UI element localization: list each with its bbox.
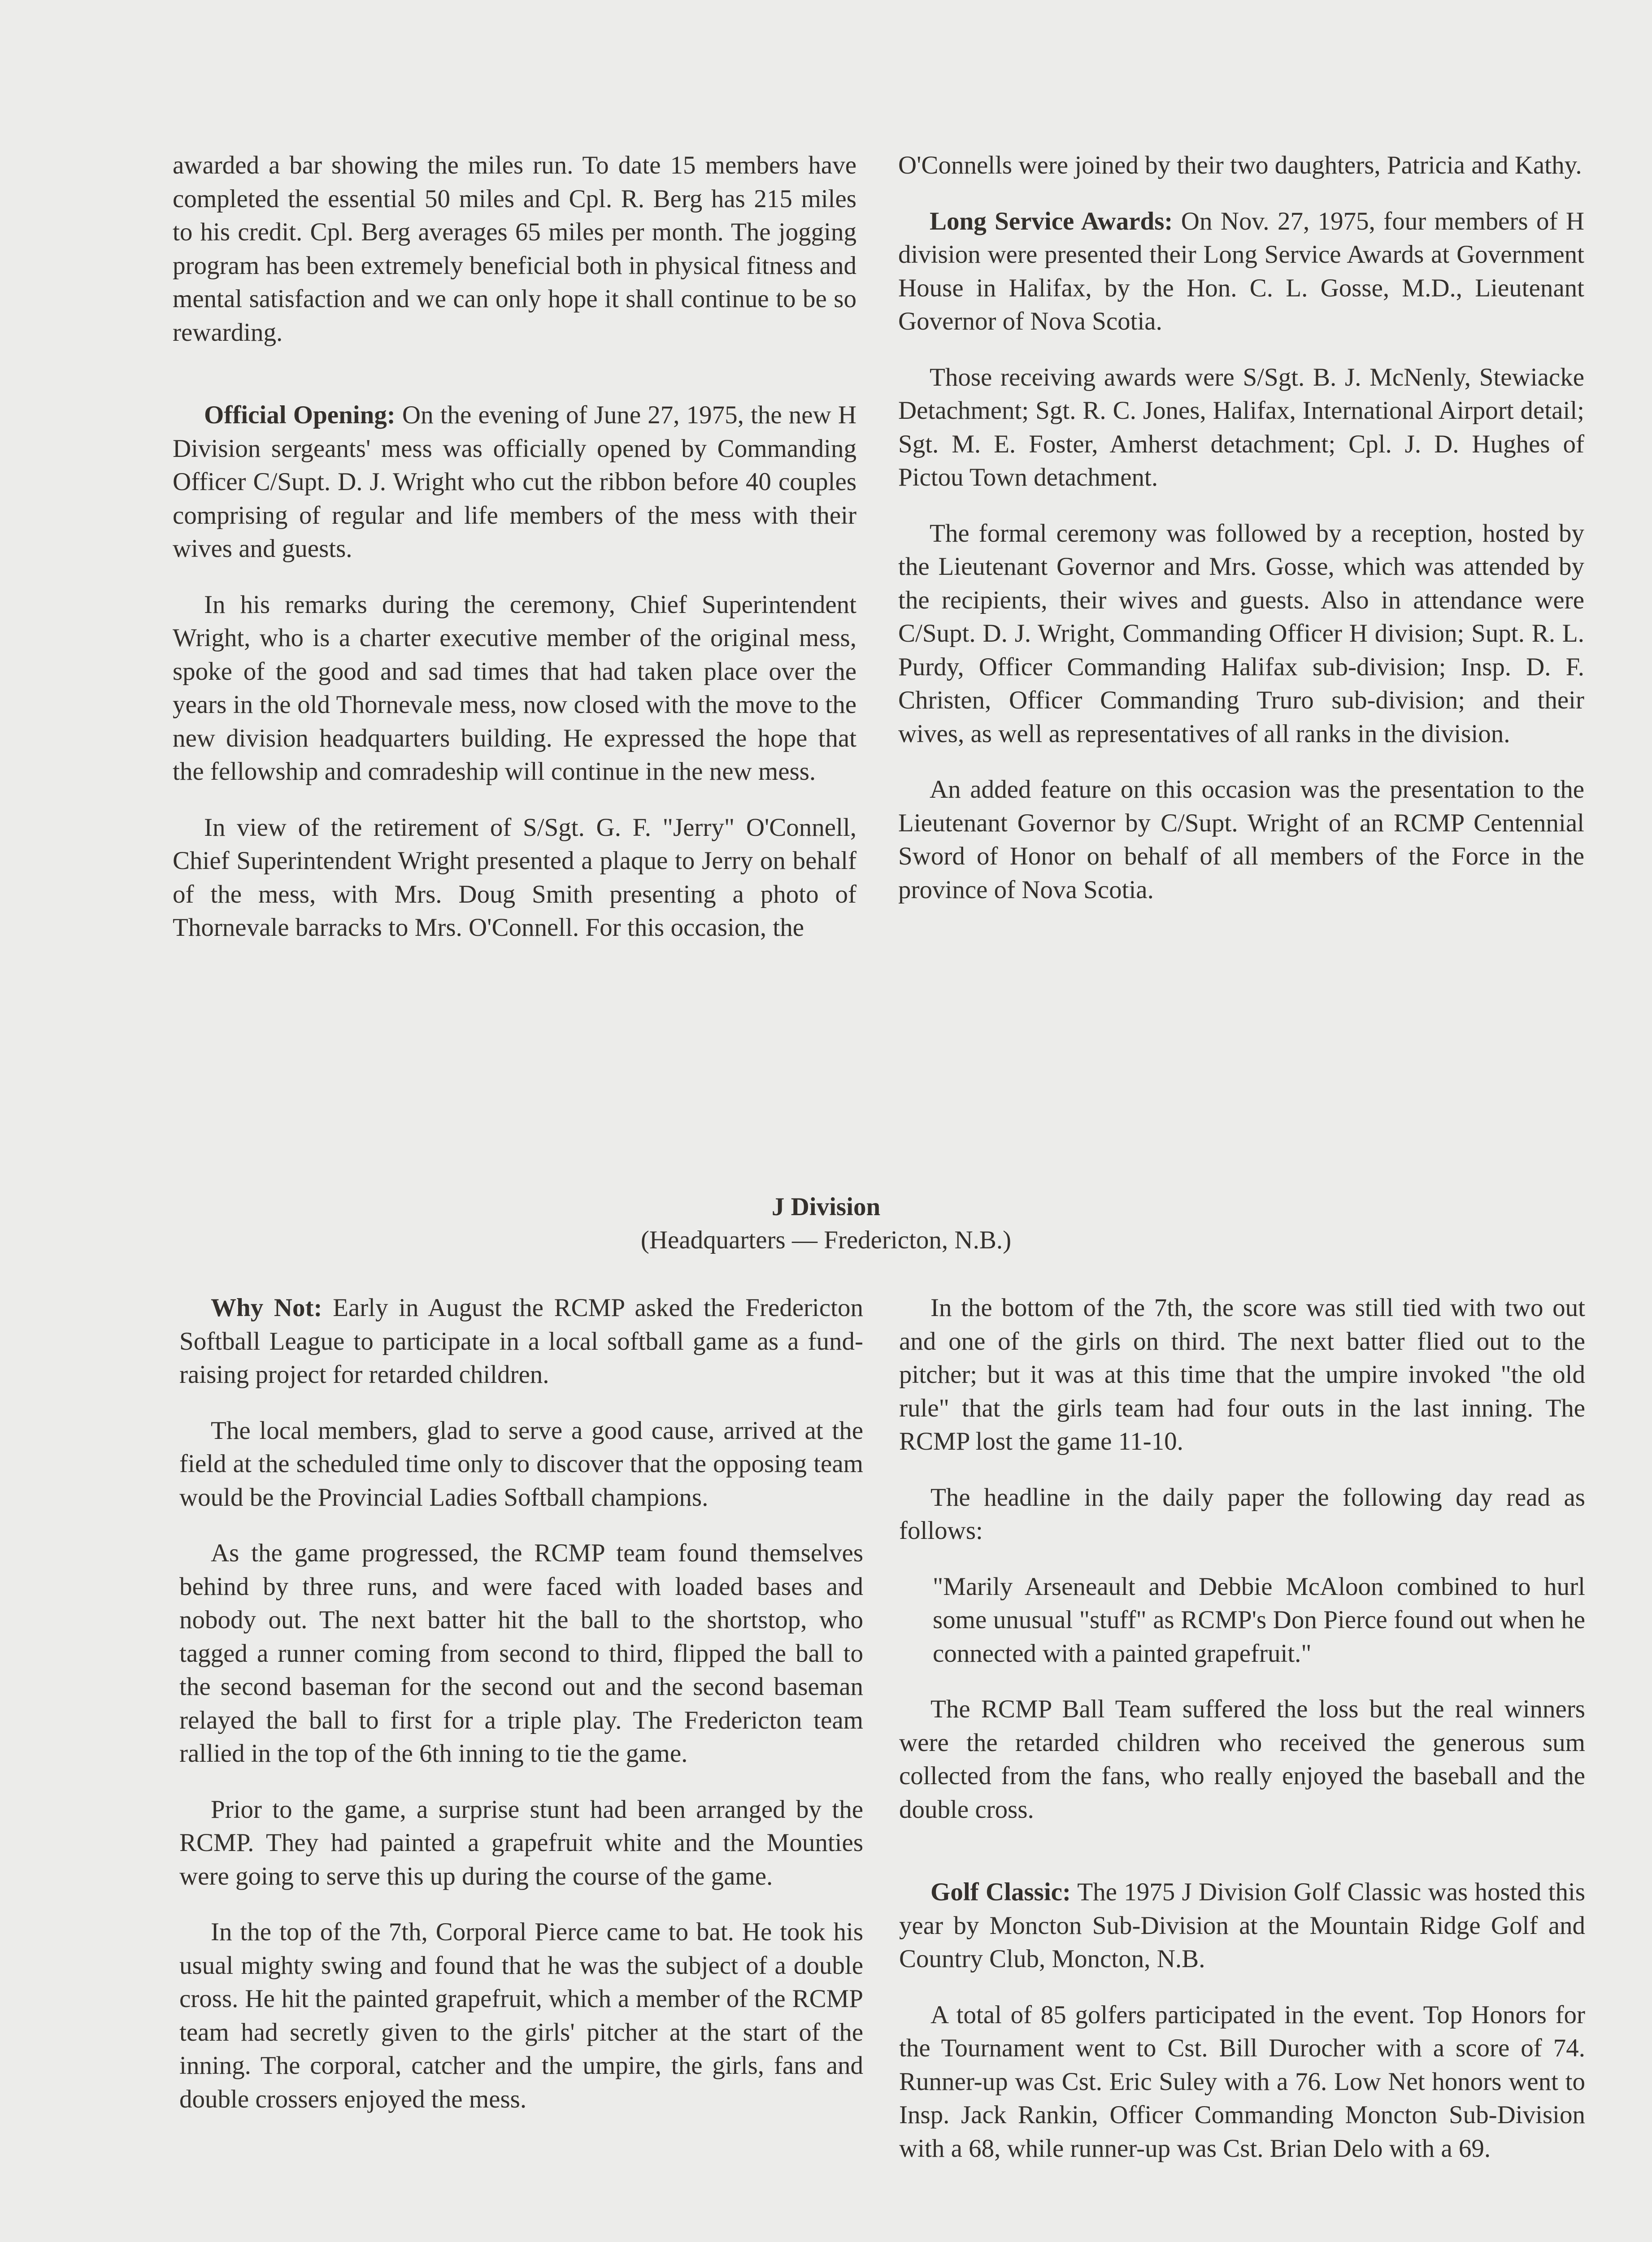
column-4 (899, 1291, 1585, 2188)
column-1 (173, 149, 856, 967)
paragraph: The formal ceremony was followed by a reception, hosted by the Lieutenant Governor and Mrs. Gosse, which was attended by the recipients, their wives and guests. Also in attendance were C/Supt. D. J. Wright, Commanding Officer H division; Supt. R. L. Purdy, Officer Commanding Halifax sub-division; Insp. D. F. Christen, Officer Commanding Truro sub-division; and their wives, as well as representatives of all ranks in the division. (898, 519, 1584, 748)
paragraph-lead: Long Service Awards: (930, 207, 1173, 235)
paragraph: In the top of the 7th, Corporal Pierce came to bat. He took his usual mighty swing and found that he was the subject of a double cross. He hit the painted grapefruit, which a member of the RCMP team had secretly given to the girls' pitcher at the start of the inning. The corporal, catcher and the umpire, the girls, fans and double crossers enjoyed the mess. (179, 1918, 863, 2113)
section-title: J Division (771, 1193, 881, 1221)
paragraph: An added feature on this occasion was the presentation to the Lieutenant Governor by C/Supt. Wright of an RCMP Centennial Sword of Honor on behalf of all members of the Force in the province of Nova Scotia. (898, 775, 1584, 904)
paragraph: A total of 85 golfers participated in the event. Top Honors for the Tournament went to Cst. Bill Durocher with a score of 74. Runner-up was Cst. Eric Suley with a 76. Low Net honors went to Insp. Jack Rankin, Officer Commanding Moncton Sub-Division with a 68, while runner-up was Cst. Brian Delo with a 69. (899, 2000, 1585, 2163)
paragraph-body: Early in August the RCMP asked the Fredericton Softball League to participate in a local softball game as a fund-raising project for retarded children. (179, 1294, 863, 1389)
paragraph-why-not (179, 1291, 863, 1392)
paragraph-body: On Nov. 27, 1975, four members of H division were presented their Long Service Awards at Government House in Halifax, by the Hon. C. L. Gosse, M.D., Lieutenant Governor of Nova Scotia. (898, 207, 1584, 335)
column-3 (179, 1291, 863, 2138)
paragraph-lead: Golf Classic: (930, 1878, 1071, 1906)
paragraph-official-opening (173, 399, 856, 566)
paragraph-lead: Official Opening: (204, 401, 396, 429)
paragraph-long-service-awards (898, 205, 1584, 339)
paragraph-body: The 1975 J Division Golf Classic was hosted this year by Moncton Sub-Division at the Mountain Ridge Golf and Country Club, Moncton, N.B. (899, 1878, 1585, 1973)
section-heading (0, 1191, 1652, 1257)
paragraph: O'Connells were joined by their two daughters, Patricia and Kathy. (898, 151, 1582, 179)
paragraph: The RCMP Ball Team suffered the loss but the real winners were the retarded children who received the generous sum collected from the fans, who really enjoyed the baseball and the double cross. (899, 1695, 1585, 1824)
paragraph: Those receiving awards were S/Sgt. B. J. McNenly, Stewiacke Detachment; Sgt. R. C. Jones, Halifax, International Airport detail; Sgt. M. E. Foster, Amherst detachment; Cpl. J. D. Hughes of Pictou Town detachment. (898, 363, 1584, 491)
paragraph: In view of the retirement of S/Sgt. G. F. "Jerry" O'Connell, Chief Superintendent Wright presented a plaque to Jerry on behalf of the mess, with Mrs. Doug Smith presenting a photo of Thornevale barracks to Mrs. O'Connell. For this occasion, the (173, 813, 856, 942)
paragraph: awarded a bar showing the miles run. To date 15 members have completed the essential 50 miles and Cpl. R. Berg has 215 miles to his credit. Cpl. Berg averages 65 miles per month. The jogging program has been extremely beneficial both in physical fitness and mental satisfaction and we can only hope it shall continue to be so rewarding. (173, 151, 856, 347)
paragraph: The local members, glad to serve a good cause, arrived at the field at the scheduled time only to discover that the opposing team would be the Provincial Ladies Softball champions. (179, 1416, 863, 1512)
paragraph-lead: Why Not: (211, 1294, 322, 1322)
paragraph-golf-classic (899, 1876, 1585, 1976)
newspaper-quote: "Marily Arseneault and Debbie McAloon combined to hurl some unusual "stuff" as RCMP's Don Pierce found out when he connected with a painted grapefruit." (933, 1572, 1585, 1668)
paragraph: As the game progressed, the RCMP team found themselves behind by three runs, and were faced with loaded bases and nobody out. The next batter hit the ball to the shortstop, who tagged a runner coming from second to third, flipped the ball to the second baseman for the second out and the second baseman relayed the ball to first for a triple play. The Fredericton team rallied in the top of the 6th inning to tie the game. (179, 1539, 863, 1768)
paragraph-body: On the evening of June 27, 1975, the new H Division sergeants' mess was officially opened by Commanding Officer C/Supt. D. J. Wright who cut the ribbon before 40 couples comprising of regular and life members of the mess with their wives and guests. (173, 401, 856, 563)
paragraph: Prior to the game, a surprise stunt had been arranged by the RCMP. They had painted a grapefruit white and the Mounties were going to serve this up during the course of the game. (179, 1795, 863, 1890)
paragraph: In the bottom of the 7th, the score was still tied with two out and one of the girls on third. The next batter flied out to the pitcher; but it was at this time that the umpire invoked "the old rule" that the girls team had four outs in the last inning. The RCMP lost the game 11-10. (899, 1294, 1585, 1456)
paragraph: In his remarks during the ceremony, Chief Superintendent Wright, who is a charter executive member of the original mess, spoke of the good and sad times that had taken place over the years in the old Thornevale mess, now closed with the move to the new division headquarters building. He expressed the hope that the fellowship and comradeship will continue in the new mess. (173, 590, 856, 786)
column-2 (898, 149, 1584, 929)
section-subtitle: (Headquarters — Fredericton, N.B.) (640, 1226, 1012, 1254)
paragraph: The headline in the daily paper the following day read as follows: (899, 1483, 1585, 1545)
